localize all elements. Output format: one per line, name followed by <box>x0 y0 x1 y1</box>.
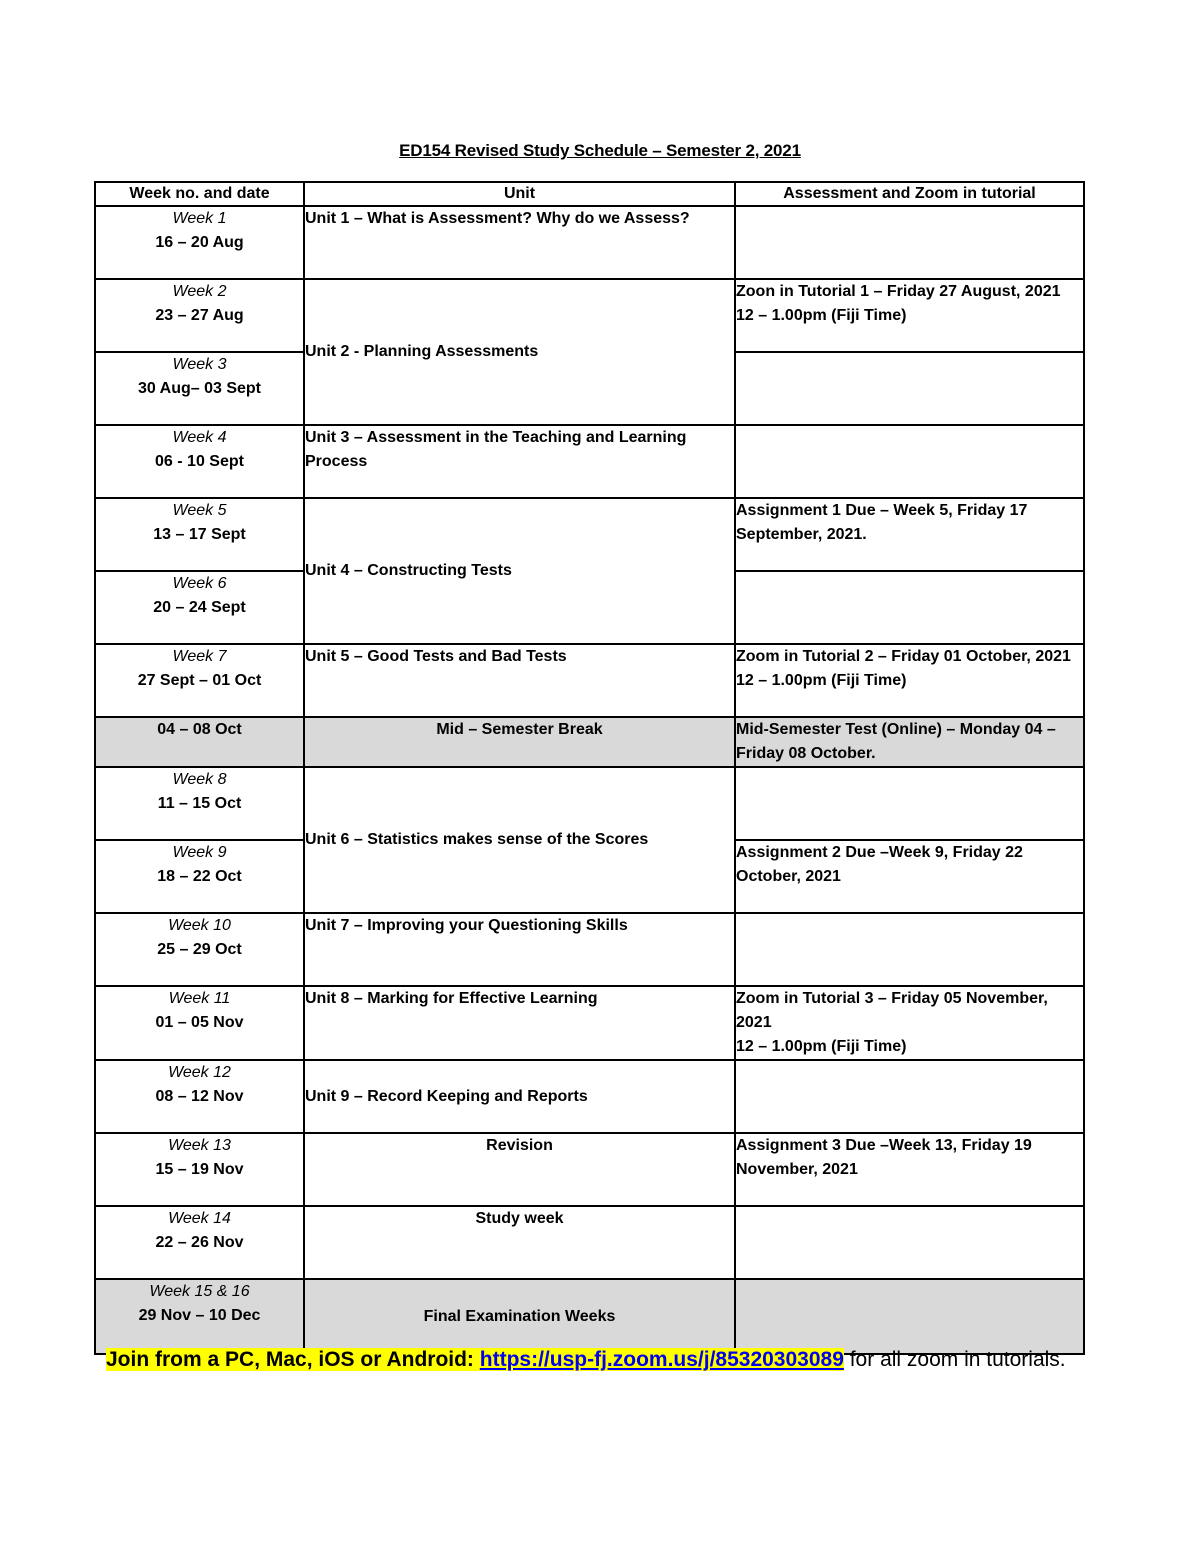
week-date: 29 Nov – 10 Dec <box>138 1307 261 1324</box>
unit-cell: Final Examination Weeks <box>304 1279 735 1354</box>
assessment-cell: Assignment 2 Due –Week 9, Friday 22 October, 2021 <box>735 840 1084 913</box>
unit-cell: Study week <box>304 1206 735 1279</box>
table-row <box>95 279 1084 352</box>
week-label: Week 5 <box>172 502 227 519</box>
zoom-tutorial-3-time: 12 – 1.00pm (Fiji Time) <box>736 1038 907 1055</box>
table-row <box>95 644 1084 717</box>
week-label: Week 2 <box>172 283 227 300</box>
assessment-cell: Assignment 3 Due –Week 13, Friday 19 November, 2021 <box>735 1133 1084 1206</box>
unit-cell: Mid – Semester Break <box>304 717 735 767</box>
unit-cell: Unit 1 – What is Assessment? Why do we Assess? <box>304 206 735 279</box>
week-label: Week 11 <box>168 990 231 1007</box>
week-cell <box>95 717 304 767</box>
assessment-cell <box>735 352 1084 425</box>
week-label: Week 7 <box>172 648 227 665</box>
schedule-table <box>94 181 1085 1355</box>
table-row-exams <box>95 1279 1084 1354</box>
unit-cell: Unit 5 – Good Tests and Bad Tests <box>304 644 735 717</box>
week-cell <box>95 352 304 425</box>
week-date: 04 – 08 Oct <box>157 721 242 738</box>
unit-cell: Unit 3 – Assessment in the Teaching and Learning Process <box>304 425 735 498</box>
table-row <box>95 1206 1084 1279</box>
table-row <box>95 1060 1084 1133</box>
week-date: 25 – 29 Oct <box>157 941 242 958</box>
week-date: 15 – 19 Nov <box>155 1161 244 1178</box>
week-cell <box>95 571 304 644</box>
week-cell <box>95 913 304 986</box>
week-date: 23 – 27 Aug <box>155 307 244 324</box>
week-cell <box>95 206 304 279</box>
column-header-assessment: Assessment and Zoom in tutorial <box>735 182 1084 206</box>
week-date: 06 - 10 Sept <box>155 453 244 470</box>
zoom-join-note <box>106 1348 1066 1372</box>
week-date: 08 – 12 Nov <box>155 1088 244 1105</box>
assessment-cell: Assignment 1 Due – Week 5, Friday 17 September, 2021. <box>735 498 1084 571</box>
week-cell <box>95 767 304 840</box>
week-cell <box>95 644 304 717</box>
unit-cell: Unit 8 – Marking for Effective Learning <box>304 986 735 1060</box>
zoom-tutorial-3: Zoom in Tutorial 3 – Friday 05 November, 2021 <box>736 990 1048 1031</box>
week-date: 01 – 05 Nov <box>155 1014 244 1031</box>
assessment-cell <box>735 1060 1084 1133</box>
week-cell <box>95 1206 304 1279</box>
assessment-cell: Mid-Semester Test (Online) – Monday 04 – Friday 08 October. <box>735 717 1084 767</box>
week-cell <box>95 279 304 352</box>
table-row <box>95 498 1084 571</box>
week-cell <box>95 986 304 1060</box>
assessment-cell <box>735 767 1084 840</box>
week-cell <box>95 1060 304 1133</box>
table-row-break <box>95 717 1084 767</box>
week-label: Week 3 <box>172 356 227 373</box>
week-cell <box>95 1133 304 1206</box>
assessment-cell <box>735 1206 1084 1279</box>
table-row <box>95 206 1084 279</box>
week-date: 18 – 22 Oct <box>157 868 242 885</box>
assessment-cell <box>735 279 1084 352</box>
table-row <box>95 1133 1084 1206</box>
unit-cell: Unit 7 – Improving your Questioning Skills <box>304 913 735 986</box>
zoom-tutorial-2-time: 12 – 1.00pm (Fiji Time) <box>736 672 907 689</box>
assessment-cell <box>735 644 1084 717</box>
week-label: Week 10 <box>168 917 231 934</box>
table-row <box>95 425 1084 498</box>
zoom-tutorial-1: Zoon in Tutorial 1 – Friday 27 August, 2021 <box>736 283 1061 300</box>
week-date: 30 Aug– 03 Sept <box>137 380 261 397</box>
week-date: 27 Sept – 01 Oct <box>137 672 262 689</box>
table-row <box>95 767 1084 840</box>
week-cell <box>95 1279 304 1354</box>
week-label: Week 13 <box>168 1137 231 1154</box>
page-title: ED154 Revised Study Schedule – Semester 2, 2021 <box>399 141 801 160</box>
week-date: 20 – 24 Sept <box>153 599 246 616</box>
week-cell <box>95 498 304 571</box>
week-label: Week 12 <box>168 1064 231 1081</box>
join-trailing-text: for all zoom in tutorials. <box>843 1348 1066 1371</box>
zoom-tutorial-1-time: 12 – 1.00pm (Fiji Time) <box>736 307 907 324</box>
table-row <box>95 986 1084 1060</box>
week-date: 22 – 26 Nov <box>155 1234 244 1251</box>
week-label: Week 6 <box>172 575 227 592</box>
assessment-cell <box>735 1279 1084 1354</box>
unit-cell: Unit 2 - Planning Assessments <box>304 279 735 425</box>
week-label: Week 14 <box>168 1210 231 1227</box>
zoom-link[interactable]: https://usp-fj.zoom.us/j/85320303089 <box>479 1348 844 1371</box>
table-header-row <box>95 182 1084 206</box>
unit-cell: Revision <box>304 1133 735 1206</box>
week-cell <box>95 840 304 913</box>
assessment-cell <box>735 986 1084 1060</box>
assessment-cell <box>735 571 1084 644</box>
column-header-week: Week no. and date <box>95 182 304 206</box>
week-label: Week 1 <box>172 210 227 227</box>
join-instruction: Join from a PC, Mac, iOS or Android: <box>106 1348 480 1371</box>
table-row <box>95 913 1084 986</box>
assessment-cell <box>735 913 1084 986</box>
week-label: Week 9 <box>172 844 227 861</box>
assessment-cell <box>735 425 1084 498</box>
assessment-cell <box>735 206 1084 279</box>
unit-cell: Unit 4 – Constructing Tests <box>304 498 735 644</box>
week-label: Week 4 <box>172 429 227 446</box>
week-date: 16 – 20 Aug <box>155 234 244 251</box>
week-label: Week 15 & 16 <box>149 1283 250 1300</box>
week-date: 11 – 15 Oct <box>157 795 242 812</box>
week-label: Week 8 <box>172 771 227 788</box>
unit-cell: Unit 9 – Record Keeping and Reports <box>304 1060 735 1133</box>
week-date: 13 – 17 Sept <box>153 526 246 543</box>
zoom-tutorial-2: Zoom in Tutorial 2 – Friday 01 October, 2021 <box>736 648 1071 665</box>
column-header-unit: Unit <box>304 182 735 206</box>
week-cell <box>95 425 304 498</box>
unit-cell: Unit 6 – Statistics makes sense of the Scores <box>304 767 735 913</box>
